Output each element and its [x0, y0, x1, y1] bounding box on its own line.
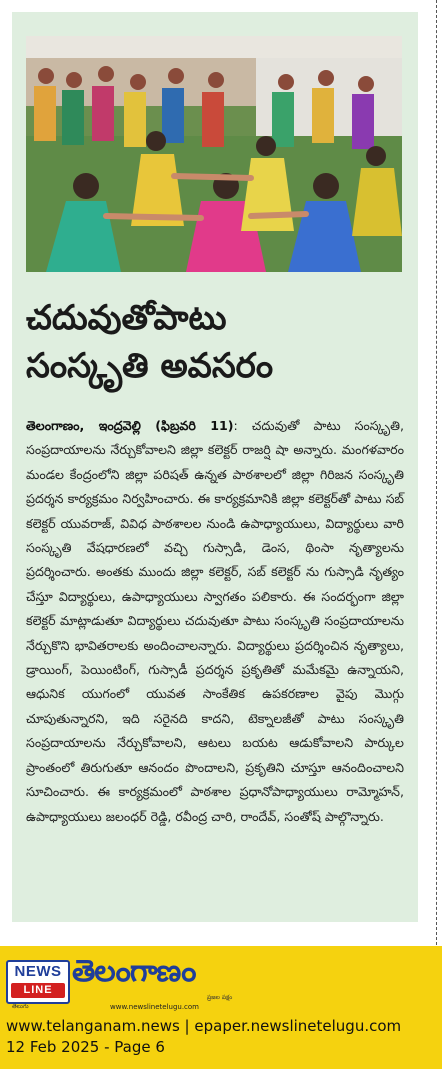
footer-sites[interactable]: www.telanganam.news | epaper.newslinetelugu.com	[6, 1017, 402, 1035]
brand-url[interactable]: www.newslinetelugu.com	[110, 1003, 199, 1011]
logo-caption: తెలుగు	[12, 1003, 29, 1010]
epaper-footer	[0, 946, 442, 1069]
headline-line-1: చదువుతోపాటు	[26, 298, 227, 338]
logo-line-text: LINE	[11, 983, 65, 998]
article-body	[26, 414, 404, 829]
brand-caption: ప్రజల పక్షం	[207, 994, 233, 1001]
headline-line-2: సంస్కృతి అవసరం	[26, 346, 274, 386]
article-text: : చదువుతో పాటు సంస్కృతి, సంప్రదాయాలను నేర్చుకోవాలని జిల్లా కలెక్టర్ రాజర్షి షా అన్నారు. మంగళవారం మండల కేంద్రంలోని జిల్లా పరిషత్ ఉన్నత పాఠశాలలో జిల్లా గిరిజన సంస్కృతి ప్రదర్శన కార్యక్రమం నిర్వహించారు. ఈ కార్యక్రమానికి జిల్లా కలెక్టర్‌తో పాటు సబ్ కలెక్టర్ యువరాజ్, వివిధ పాఠశాలల నుండి ఉపాధ్యాయులు, విద్యార్థులు వారి సంస్కృతి వేషధారణలో వచ్చి గుస్సాడి, డెంస, థింసా నృత్యాలను ప్రదర్శించారు. అంతకు ముందు జిల్లా కలెక్టర్, సబ్ కలెక్టర్ ను గుస్సాడి నృత్యం చేస్తూ విద్యార్థులు, ఉపాధ్యాయులు స్వాగతం పలికారు. ఈ సందర్భంగా జిల్లా కలెక్టర్ మాట్లాడుతూ విద్యార్థులు చదువుతూ పాటు సంస్కృతి సంప్రదాయాలను నేర్చుకొని భావితరాలకు అందించాలన్నారు. విద్యార్థులు ప్రదర్శించిన నృత్యాలు, డ్రాయింగ్, పెయింటింగ్, గుస్సాడీ ప్రదర్శన ప్రకృతితో మమేకమై ఉన్నాయని, ఆధునిక యుగంలో యువత సాంకేతిక ఉపకరణాల వైపు మొగ్గు చూపుతున్నారని, ఇది సరైనది కాదని, టెక్నాలజీతో పాటు సంస్కృతి సంప్రదాయాలను నేర్చుకోవాలని, ఆటలు బయట ఆడుకోవాలని పార్కుల ప్రాంతంలో తిరుగుతూ ఆనందం పొందాలని, ప్రకృతిని చూస్తూ ఆనందించాలని సూచించారు. ఈ కార్యక్రమంలో పాఠశాల ప్రధానోపాధ్యాయులు రామ్మోహన్, ఉపాధ్యాయులు జలంధర్ రెడ్డి, రవీంద్ర చారి, రాందేవ్, సంతోష్ పాల్గొన్నారు.	[26, 418, 404, 824]
article-headline	[26, 294, 406, 390]
news-article	[12, 12, 418, 922]
newsline-logo	[6, 960, 70, 1004]
article-dateline: తెలంగాణం, ఇంద్రవెల్లి (ఫిబ్రవరి 11)	[26, 418, 234, 433]
logo-news-text: NEWS	[14, 963, 62, 980]
article-photo	[26, 36, 402, 272]
telanganam-brand: తెలంగాణం	[72, 954, 196, 989]
column-divider	[436, 0, 437, 945]
footer-date-page: 12 Feb 2025 - Page 6	[6, 1038, 165, 1056]
dance-photo-illustration	[26, 36, 402, 272]
